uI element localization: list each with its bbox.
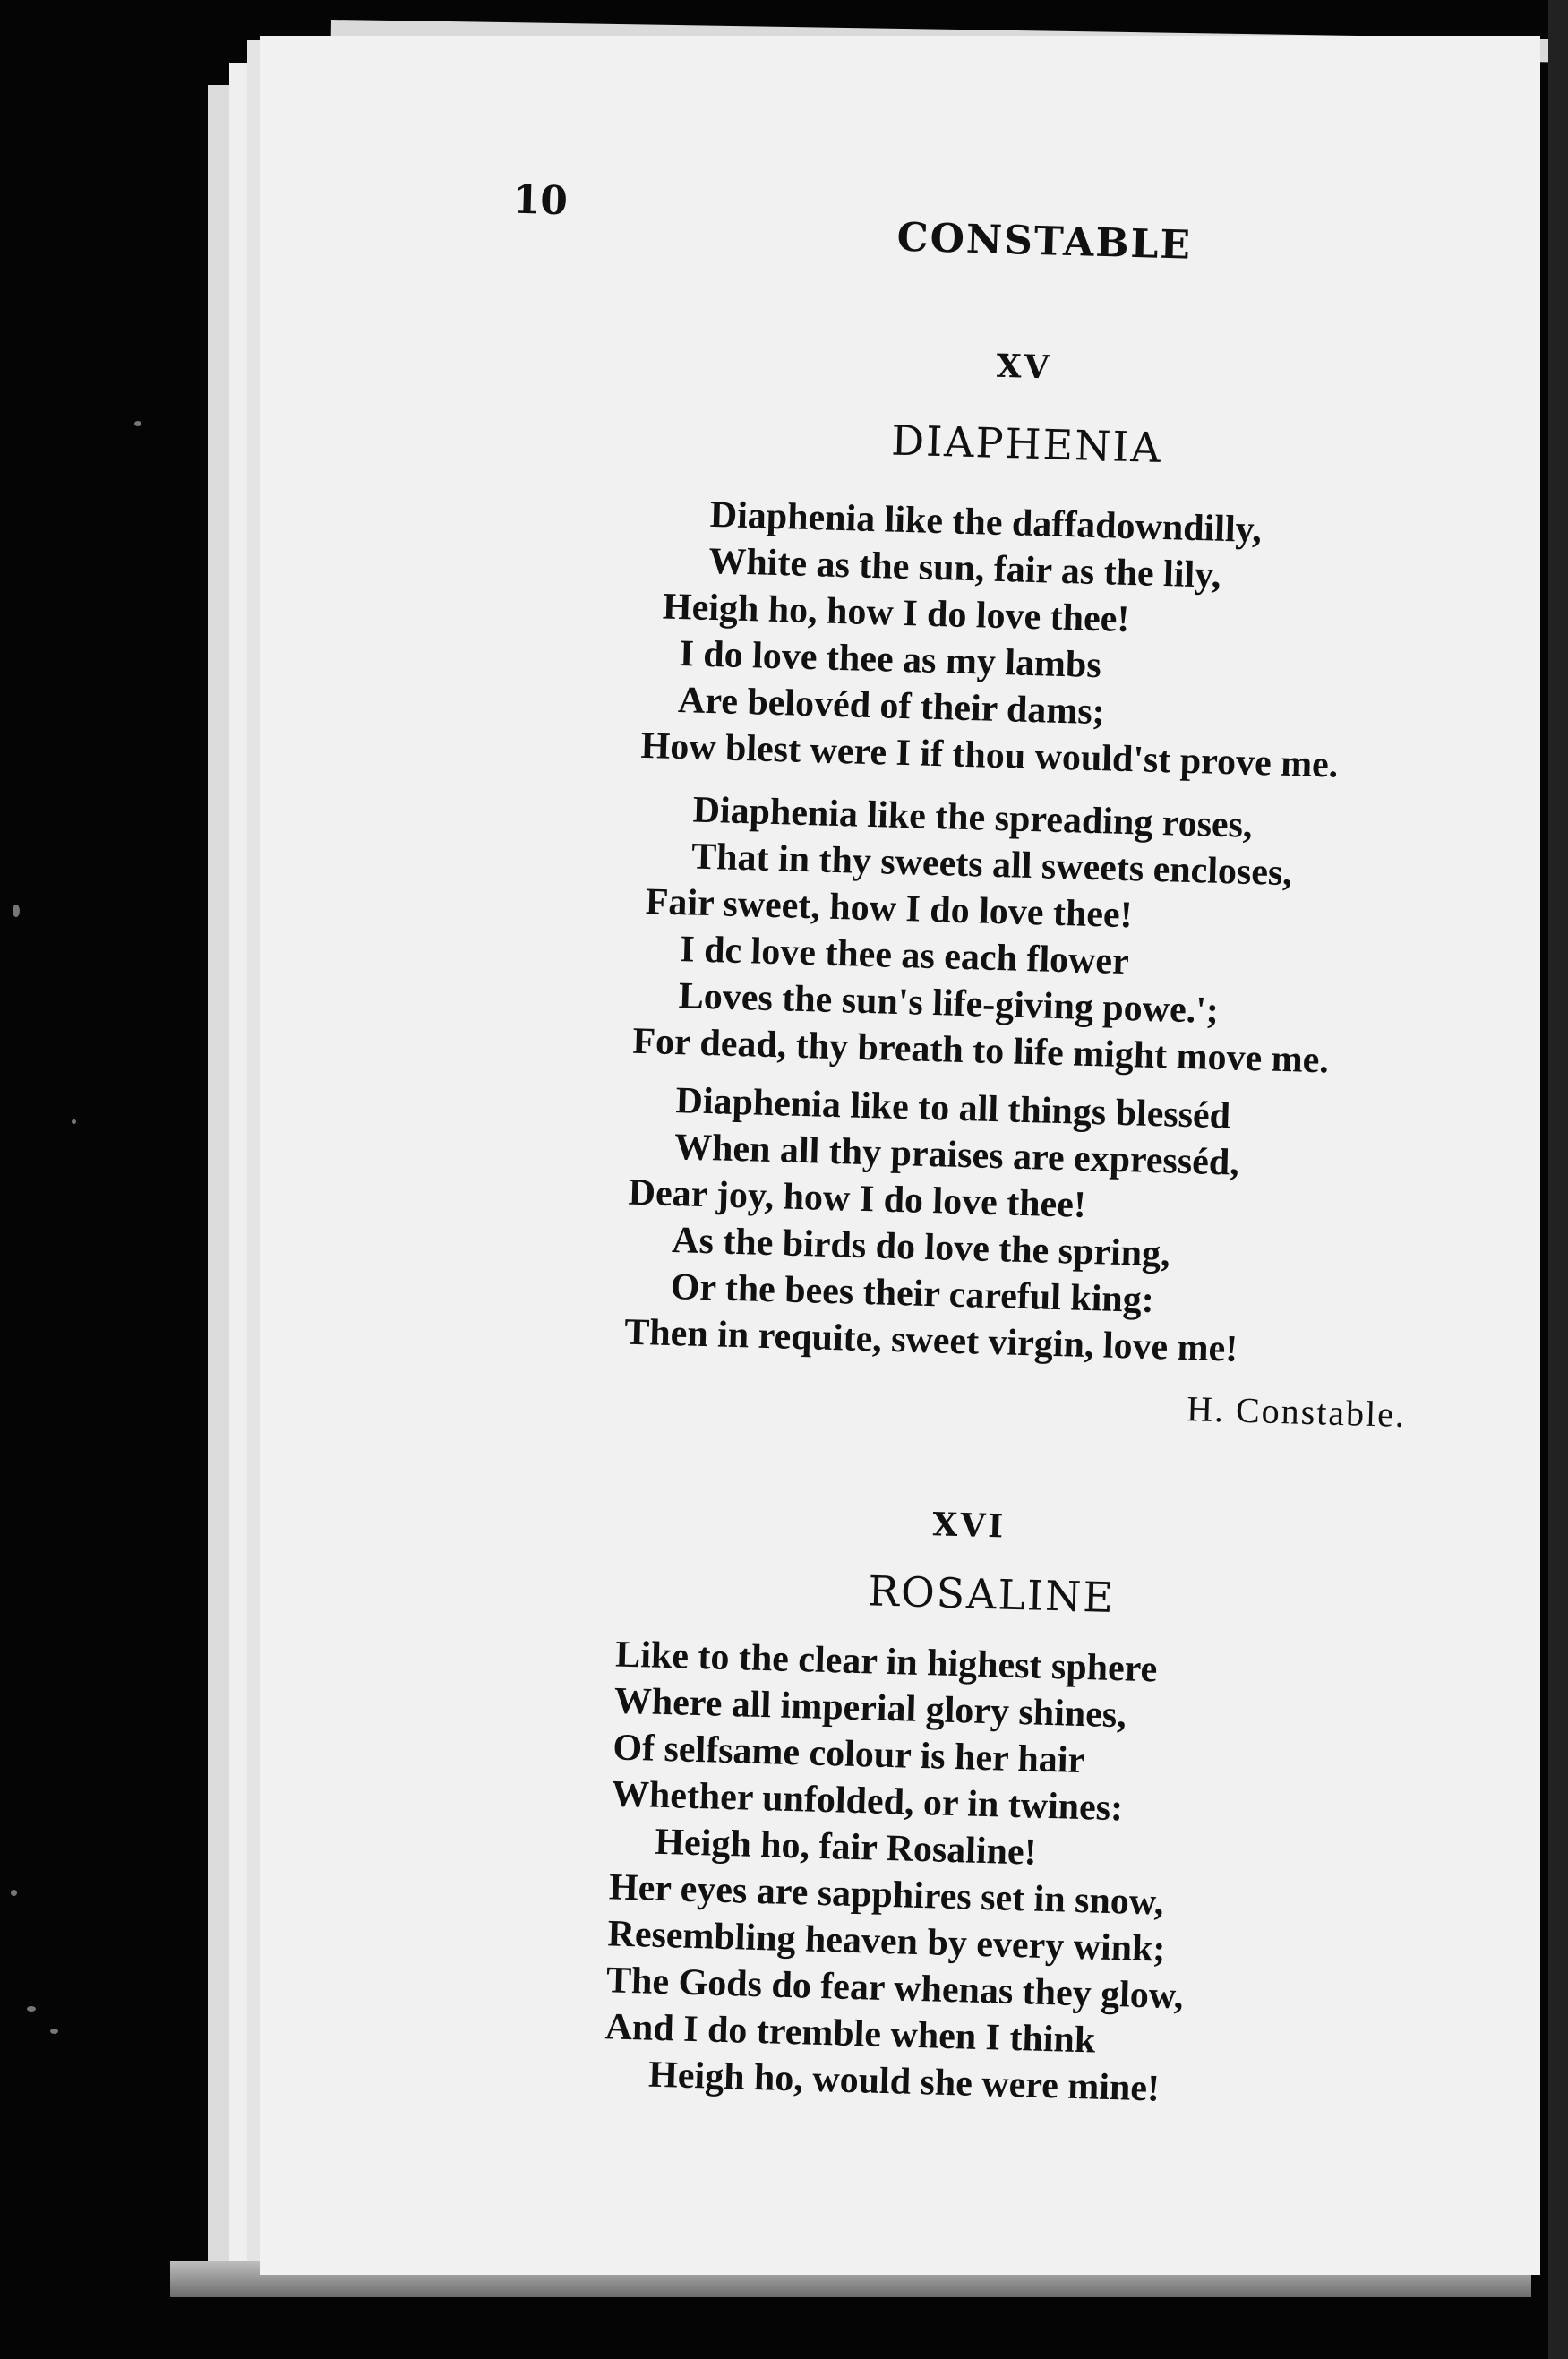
poem-attribution: H. Constable. [1186, 1388, 1407, 1435]
poem-line: The Gods do fear whenas they glow, [605, 1960, 1185, 2018]
running-head: CONSTABLE [895, 214, 1193, 269]
speck [11, 1890, 17, 1896]
speck [50, 2029, 58, 2034]
poem-line: Diaphenia like the spreading roses, [692, 789, 1254, 846]
poem-line: Heigh ho, would she were mine! [647, 2054, 1161, 2110]
poem-line: For dead, thy breath to life might move me. [631, 1020, 1330, 1082]
page-content [222, 18, 1564, 2292]
poem-line: Diaphenia like the daffadowndilly, [709, 493, 1263, 552]
page-number: 10 [511, 176, 569, 225]
poem-line: And I do tremble when I think [604, 2006, 1096, 2062]
poem-line: I do love thee as my lambs [678, 633, 1102, 687]
poem-line: Are belovéd of their dams; [677, 679, 1106, 733]
stanza [604, 1631, 1194, 2113]
stanza [640, 490, 1345, 789]
speck [27, 2006, 36, 2012]
poem-line: Diaphenia like to all things blesséd [674, 1080, 1231, 1137]
poem-line: Where all imperial glory shines, [613, 1680, 1127, 1737]
poem-line: Or the bees their careful king: [670, 1266, 1155, 1322]
poem-line: Fair sweet, how I do love thee! [645, 881, 1134, 937]
poem-line: Of selfsame colour is her hair [612, 1727, 1085, 1782]
poem-line: Resembling heaven by every wink; [606, 1913, 1167, 1970]
poem-line: I dc love thee as each flower [679, 929, 1130, 983]
poem-number: XVI [931, 1505, 1007, 1546]
poem-line: Whether unfolded, or in twines: [611, 1773, 1124, 1830]
stanza [624, 1077, 1246, 1373]
poem-line: Then in requite, sweet virgin, love me! [623, 1311, 1238, 1370]
poem-title: DIAPHENIA [890, 416, 1163, 472]
stanza [632, 785, 1336, 1085]
speck [134, 421, 141, 426]
poem-line: That in thy sweets all sweets encloses, [690, 836, 1293, 895]
poem-line: Dear joy, how I do love thee! [628, 1171, 1087, 1226]
poem-line: As the birds do love the spring, [671, 1220, 1171, 1275]
book-page [260, 36, 1540, 2275]
speck [72, 1119, 76, 1124]
speck [13, 905, 20, 917]
poem-line: How blest were I if thou would'st prove me. [640, 725, 1339, 786]
poem-line: Heigh ho, fair Rosaline! [654, 1821, 1038, 1874]
poem-line: Heigh ho, how I do love thee! [662, 586, 1130, 641]
poem-number: XV [996, 347, 1053, 387]
poem-line: Loves the sun's life-giving powe.'; [678, 975, 1220, 1032]
poem-title: ROSALINE [867, 1566, 1116, 1622]
poem-line: Like to the clear in highest sphere [614, 1634, 1158, 1691]
poem-line: Her eyes are sapphires set in snow, [608, 1866, 1165, 1924]
poem-line: When all thy praises are expresséd, [673, 1127, 1240, 1184]
book-spine-shadow [1548, 0, 1568, 2359]
poem-line: White as the sun, fair as the lily, [707, 540, 1221, 596]
